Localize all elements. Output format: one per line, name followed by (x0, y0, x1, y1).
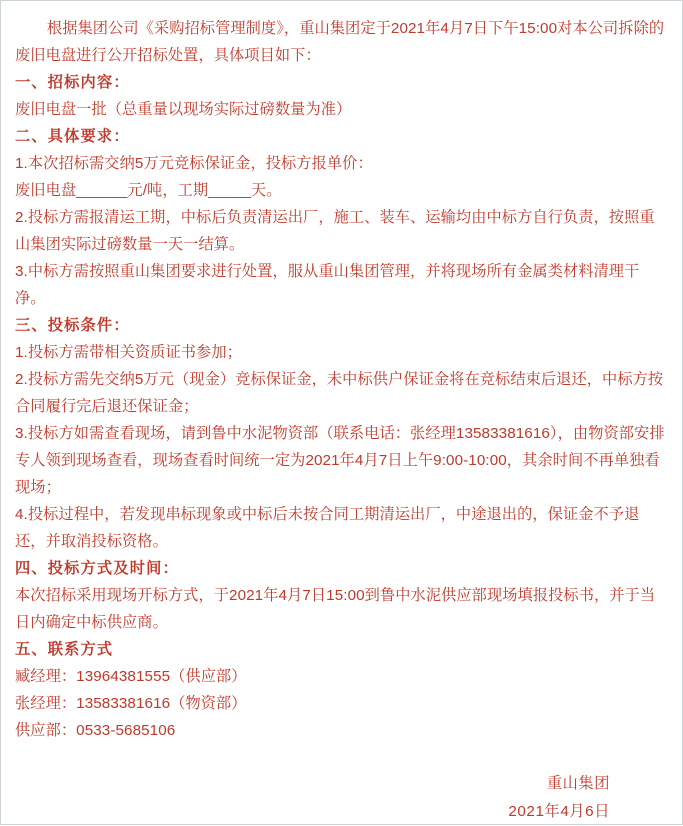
section-3-paragraph-2: 2.投标方需先交纳5万元（现金）竞标保证金，未中标供户保证金将在竞标结束后退还，中标方按合同履行完后退还保证金； (15, 371, 664, 415)
contact-zhang: 张经理：13583381616（物资部） (15, 695, 247, 712)
section-3-paragraph-4: 4.投标过程中，若发现串标现象或中标后未按合同工期清运出厂，中途退出的，保证金不予退还，并取消投标资格。 (15, 506, 640, 550)
contact-zang: 臧经理：13964381555（供应部） (15, 668, 247, 685)
section-3-paragraph-1: 1.投标方需带相关资质证书参加； (15, 344, 242, 361)
section-4-paragraph-1: 本次招标采用现场开标方式，于2021年4月7日15:00到鲁中水泥供应部现场填报投标书，并于当日内确定中标供应商。 (15, 587, 656, 631)
section-heading-4: 四、投标方式及时间： (15, 560, 179, 577)
contact-supply-dept: 供应部：0533-5685106 (15, 722, 176, 739)
signature-block (15, 770, 666, 826)
signature-company: 重山集团 (546, 775, 610, 792)
section-2-paragraph-3: 2.投标方需报清运工期，中标后负责清运出厂，施工、装车、运输均由中标方自行负责，按照重山集团实际过磅数量一天一结算。 (15, 209, 655, 253)
section-heading-2: 二、具体要求： (15, 128, 130, 145)
section-2-paragraph-2: 废旧电盘______元/吨，工期_____天。 (15, 182, 282, 199)
section-3-paragraph-3: 3.投标方如需查看现场，请到鲁中水泥物资部（联系电话：张经理13583381616），由物资部安排专人领到现场查看，现场查看时间统一定为2021年4月7日上午9:00-10:00，其余时间不再单独看现场； (15, 425, 665, 496)
section-2-paragraph-1: 1.本次招标需交纳5万元竞标保证金，投标方报单价： (15, 155, 373, 172)
signature-date: 2021年4月6日 (508, 803, 610, 820)
section-heading-3: 三、投标条件： (15, 317, 130, 334)
section-heading-5: 五、联系方式 (15, 641, 114, 658)
section-1-paragraph-1: 废旧电盘一批（总重量以现场实际过磅数量为准） (15, 101, 352, 118)
section-2-paragraph-4: 3.中标方需按照重山集团要求进行处置，服从重山集团管理，并将现场所有金属类材料清理干净。 (15, 263, 640, 307)
intro-paragraph: 根据集团公司《采购招标管理制度》，重山集团定于2021年4月7日下午15:00对本公司拆除的废旧电盘进行公开招标处置，具体项目如下： (15, 20, 665, 64)
section-heading-1: 一、招标内容： (15, 74, 130, 91)
document-body (15, 15, 666, 826)
